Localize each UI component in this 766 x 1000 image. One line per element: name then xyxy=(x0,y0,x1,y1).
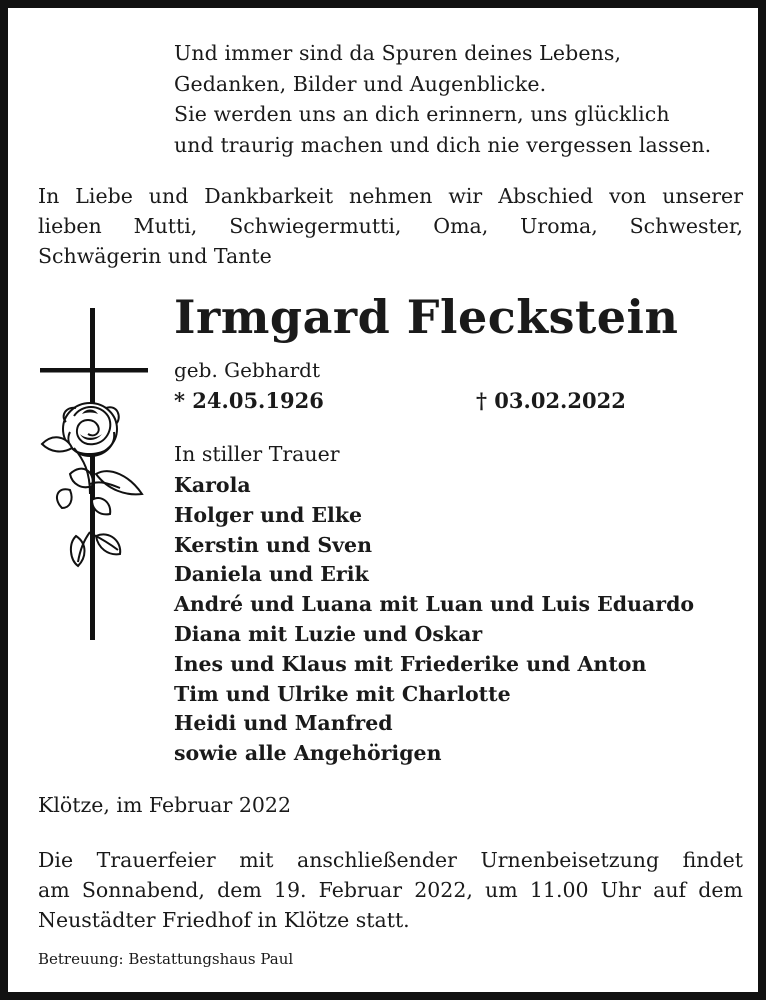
birth-date: * 24.05.1926 xyxy=(174,388,324,413)
poem-line: Sie werden uns an dich erinnern, uns glücklich xyxy=(174,102,670,126)
mourner: Diana mit Luzie und Oskar xyxy=(174,621,483,646)
mourning-label: In stiller Trauer xyxy=(174,442,340,466)
mourner: Karola xyxy=(174,473,251,497)
farewell-intro xyxy=(38,181,743,271)
poem-line: Und immer sind da Spuren deines Lebens, xyxy=(174,41,622,65)
death-date: † 03.02.2022 xyxy=(476,388,626,413)
funeral-line: Neustädter Friedhof in Klötze statt. xyxy=(38,908,410,932)
intro-line: In Liebe und Dankbarkeit nehmen wir Abschied von unserer xyxy=(38,184,743,208)
mourner: André und Luana mit Luan und Luis Eduardo xyxy=(174,592,695,617)
cross-with-rose-icon xyxy=(30,304,155,644)
maiden-name: geb. Gebhardt xyxy=(174,358,320,382)
memorial-poem xyxy=(174,38,711,160)
mourner: Holger und Elke xyxy=(174,502,363,527)
deceased-name: Irmgard Fleckstein xyxy=(174,290,679,344)
mourners-list xyxy=(174,471,694,769)
mourner: Tim und Ulrike mit Charlotte xyxy=(174,681,511,706)
funeral-home-credit: Betreuung: Bestattungshaus Paul xyxy=(38,950,294,968)
funeral-details xyxy=(38,845,743,935)
poem-line: und traurig machen und dich nie vergessen lassen. xyxy=(174,132,712,157)
poem-line: Gedanken, Bilder und Augenblicke. xyxy=(174,71,547,96)
mourner: sowie alle Angehörigen xyxy=(174,741,442,766)
funeral-line: am Sonnabend, dem 19. Februar 2022, um 11.00 Uhr auf dem xyxy=(38,878,743,902)
funeral-line: Die Trauerfeier mit anschließender Urnenbeisetzung findet xyxy=(38,848,743,872)
mourner: Daniela und Erik xyxy=(174,562,369,587)
mourner: Kerstin und Sven xyxy=(174,532,372,557)
place-and-date: Klötze, im Februar 2022 xyxy=(38,793,291,817)
intro-line: Schwägerin und Tante xyxy=(38,244,272,268)
mourner: Heidi und Manfred xyxy=(174,711,393,736)
intro-line: lieben Mutti, Schwiegermutti, Oma, Uroma, Schwester, xyxy=(38,214,743,238)
mourner: Ines und Klaus mit Friederike und Anton xyxy=(174,651,647,676)
